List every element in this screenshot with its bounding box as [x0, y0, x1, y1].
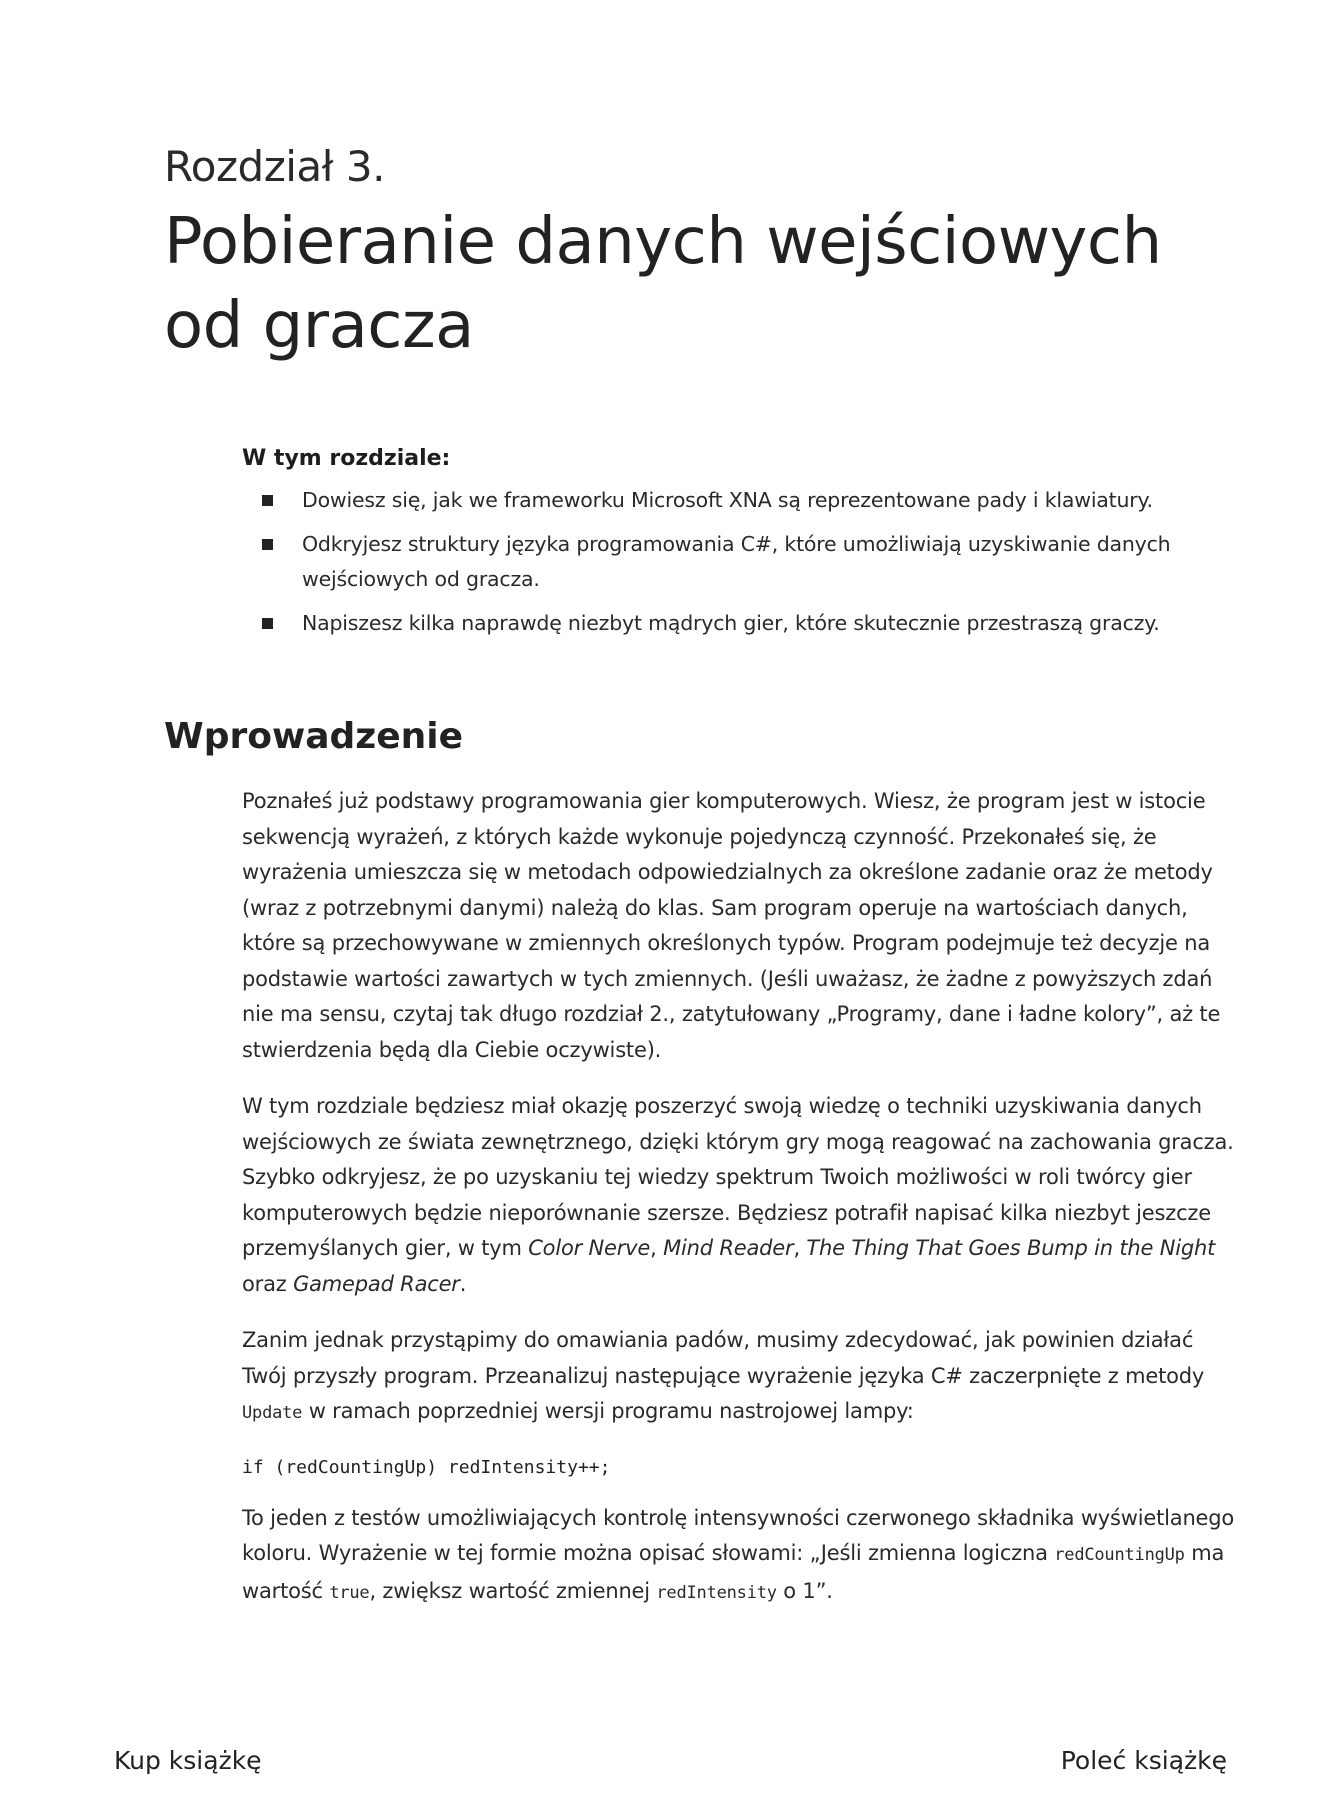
summary-item-text: Napiszesz kilka naprawdę niezbyt mądrych gier, które skutecznie przestraszą graczy.	[302, 611, 1160, 635]
paragraph-4-text: o 1”.	[776, 1578, 833, 1603]
chapter-title-line1: Pobieranie danych wejściowych	[164, 205, 1162, 279]
chapter-title	[164, 200, 1264, 368]
recommend-book-link[interactable]: Poleć książkę	[1060, 1746, 1227, 1775]
summary-item	[242, 527, 1242, 597]
inline-code: true	[329, 1582, 370, 1603]
game-title: Mind Reader	[663, 1236, 794, 1260]
summary-list	[242, 483, 1242, 641]
square-bullet-icon	[262, 539, 273, 550]
buy-book-link[interactable]: Kup książkę	[114, 1746, 262, 1775]
chapter-summary	[242, 446, 1242, 650]
chapter-label: Rozdział 3.	[164, 142, 386, 191]
inline-code: redCountingUp	[1054, 1545, 1185, 1565]
paragraph-2	[242, 1089, 1242, 1302]
paragraph-4-text: ma wartość	[242, 1541, 1225, 1603]
square-bullet-icon	[262, 618, 273, 629]
summary-item-text: Odkryjesz struktury języka programowania C#, które umożliwiają uzyskiwanie danych wejściowych od gracza.	[302, 532, 1171, 591]
paragraph-4-text: , zwiększ wartość zmiennej	[369, 1578, 657, 1603]
section-heading: Wprowadzenie	[164, 716, 464, 757]
paragraph-4-text: To jeden z testów umożliwiających kontrolę intensywności czerwonego składnika wyświetlanego koloru. Wyrażenie w tej formie można opisać słowami: „Jeśli zmienna logiczna	[242, 1505, 1235, 1565]
inline-code: redIntensity	[656, 1582, 777, 1603]
summary-item-text: Dowiesz się, jak we frameworku Microsoft XNA są reprezentowane pady i klawiatury.	[302, 488, 1153, 512]
game-title: Gamepad Racer	[293, 1271, 460, 1296]
paragraph-4	[242, 1501, 1242, 1612]
separator: ,	[793, 1236, 807, 1260]
paragraph-3-text: Zanim jednak przystąpimy do omawiania padów, musimy zdecydować, jak powinien działać Twój przyszły program. Przeanalizuj następujące wyrażenie języka C# zaczerpnięte z metody	[242, 1328, 1205, 1388]
summary-heading: W tym rozdziale:	[242, 446, 451, 471]
paragraph-2-text: W tym rozdziale będziesz miał okazję poszerzyć swoją wiedzę o techniki uzyskiwania danych wejściowych ze świata zewnętrznego, dzięki którym gry mogą reagować na zachowania gracza. Szybko odkryjesz, że po uzyskaniu tej wiedzy spektrum Twoich możliwości w roli twórcy gier komputerowych będzie nieporównanie szersze. Będziesz potrafił napisać kilka niezbyt jeszcze przemyślanych gier, w tym	[242, 1094, 1234, 1260]
square-bullet-icon	[262, 495, 273, 506]
separator: .	[459, 1271, 467, 1296]
separator: ,	[650, 1236, 664, 1260]
paragraph-3	[242, 1323, 1242, 1432]
inline-code: Update	[242, 1403, 303, 1423]
summary-item	[242, 483, 1242, 518]
body-text	[242, 784, 1242, 1632]
summary-item	[242, 606, 1242, 641]
separator: oraz	[242, 1271, 294, 1296]
game-title: Color Nerve	[528, 1236, 651, 1260]
game-title: The Thing That Goes Bump in the Night	[806, 1236, 1216, 1260]
code-block: if (redCountingUp) redIntensity++;	[242, 1456, 611, 1478]
paragraph-1: Poznałeś już podstawy programowania gier komputerowych. Wiesz, że program jest w istocie sekwencją wyrażeń, z których każde wykonuje pojedynczą czynność. Przekonałeś się, że wyrażenia umieszcza się w metodach odpowiedzialnych za określone zadanie oraz że metody (wraz z potrzebnymi danymi) należą do klas. Sam program operuje na wartościach danych, które są przechowywane w zmiennych określonych typów. Program podejmuje też decyzje na podstawie wartości zawartych w tych zmiennych. (Jeśli uważasz, że żadne z powyższych zdań nie ma sensu, czytaj tak długo rozdział 2., zatytułowany „Programy, dane i ładne kolory”, aż te stwierdzenia będą dla Ciebie oczywiste).	[242, 789, 1221, 1062]
paragraph-3-text: w ramach poprzedniej wersji programu nastrojowej lampy:	[302, 1399, 914, 1423]
chapter-title-line2: od gracza	[164, 289, 474, 363]
